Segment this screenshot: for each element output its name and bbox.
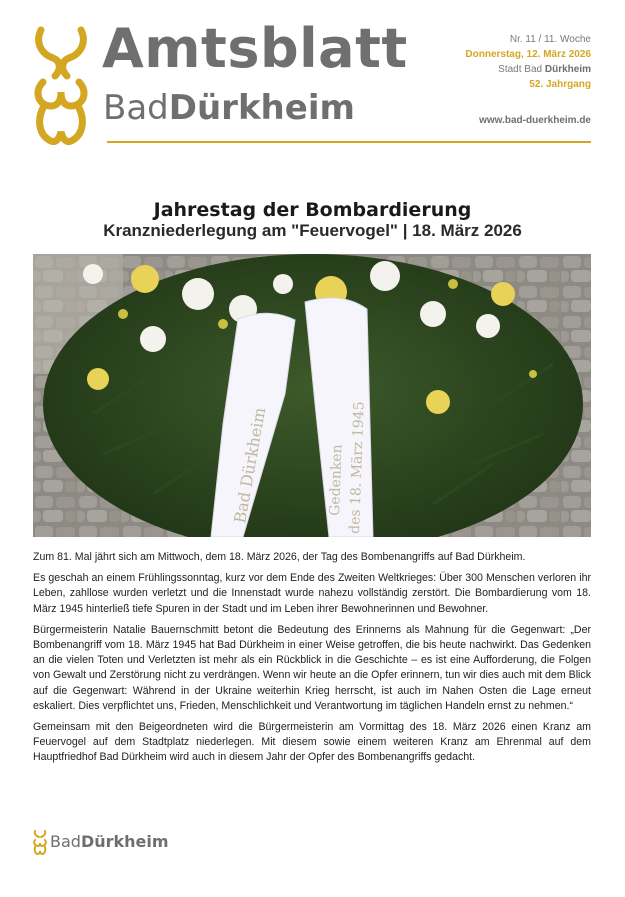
article-paragraph: Es geschah an einem Frühlingssonntag, kurz vor dem Ende des Zweiten Weltkrieges: Über 300 Menschen verloren ihr Leben, zahllose wurden verletzt und die Innenstadt wurde nahezu vollständig zerstört. Die Bombardierung vom 18. März 1945 hinterließ tiefe Spuren in der Stadt und im Leben ihrer Bewohnerinnen und Bewohner. [33,572,591,615]
footer-city-bold: Dürkheim [80,832,169,851]
ribbon-right-text-line2: des 18. März 1945 [347,401,368,535]
article-paragraph: Bürgermeisterin Natalie Bauernschmitt betont die Bedeutung des Erinnerns als Mahnung für die Gegenwart: „Der Bombenangriff vom 18. März 1945 hat Bad Dürkheim in einer Weise getroffen, die bis heute nachwirkt. Das Gedenken an die vielen Toten und Verletzten ist mehr als ein Rückblick in die Geschichte – es ist eine Aufforderung, die Folgen von Gewalt und Zerstörung nicht zu verdrängen. Wenn wir heute an die Opfer erinnern, tun wir dies auch mit dem Blick auf die Gegenwart: Während in der Ukraine weiterhin Krieg herrscht, ist auch im Nahen Osten die Lage erneut eskaliert. Dies verpflichtet uns, Frieden, Menschlichkeit und Verantwortung im täglichen Handeln ernst zu nehmen.“ [33,623,591,712]
article-subheadline: Kranzniederlegung am "Feuervogel" | 18. März 2026 [103,221,522,240]
footer-city-regular: Bad [50,832,81,851]
footer-city [50,832,169,852]
ribbon-left-text: Bad Dürkheim [230,406,270,525]
city-logo-icon [33,24,89,148]
website-link[interactable]: www.bad-duerkheim.de [479,115,591,126]
publisher-prefix: Stadt Bad [498,64,543,75]
issue-publisher [465,62,591,77]
masthead-city-bold: Dürkheim [168,88,355,128]
issue-volume: 52. Jahrgang [529,79,591,90]
issue-info [465,32,591,92]
footer-logo-icon [33,829,47,855]
wreath-photo [33,254,591,537]
article-paragraph: Gemeinsam mit den Beigeordneten wird die Bürgermeisterin am Vormittag des 18. März 2026 einen Kranz am Feuervogel auf dem Stadtplatz niederlegen. Mit diesem sowie einem weiteren Kranz am Ehrenmal auf dem Hauptfriedhof Bad Dürkheim wird auch in diesem Jahr der Opfer des Bombenangriffs gedacht. [33,721,591,764]
article-body [33,550,591,772]
issue-number: Nr. 11 / 11. Woche [509,34,591,45]
issue-date: Donnerstag, 12. März 2026 [465,49,591,60]
publisher-bold: Dürkheim [544,64,591,75]
masthead-city-regular: Bad [103,88,169,128]
article-headline: Jahrestag der Bombardierung [153,199,472,221]
article-paragraph: Zum 81. Mal jährt sich am Mittwoch, dem 18. März 2026, der Tag des Bombenangriffs auf Bad Dürkheim. [33,551,526,563]
ribbon-right-text-line1: Gedenken [327,444,346,517]
header-divider [107,141,591,143]
masthead-city [103,86,355,130]
masthead-title: Amtsblatt [102,17,408,80]
